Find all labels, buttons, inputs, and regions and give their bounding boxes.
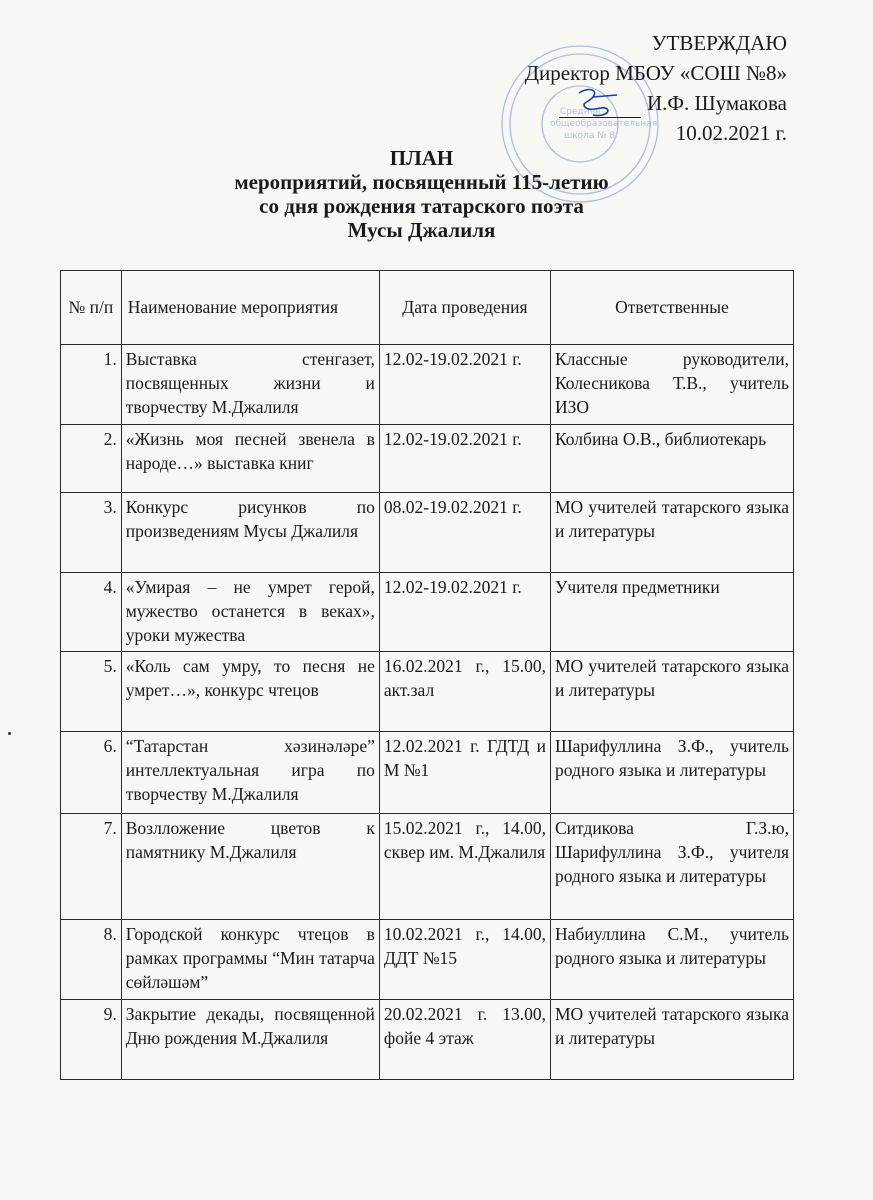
row-event-name: Закрытие декады, посвященной Дню рождения М.Джалиля xyxy=(121,1000,379,1080)
row-responsible: Колбина О.В., библиотекарь xyxy=(550,425,793,493)
svg-text:школа № 8: школа № 8 xyxy=(564,131,616,141)
row-event-name: «Умирая – не умрет герой, мужество останется в веках», уроки мужества xyxy=(121,573,379,652)
row-responsible: МО учителей татарского языка и литературы xyxy=(550,1000,793,1080)
svg-text:общеобразовательная: общеобразовательная xyxy=(550,119,658,129)
row-responsible: Ситдикова Г.З.ю, Шарифуллина З.Ф., учителя родного языка и литературы xyxy=(550,814,793,920)
header-number: № п/п xyxy=(61,271,122,345)
row-date: 12.02-19.02.2021 г. xyxy=(379,425,550,493)
row-responsible: Классные руководители, Колесникова Т.В., учитель ИЗО xyxy=(550,345,793,425)
director-name: И.Ф. Шумакова xyxy=(647,91,787,115)
table-row xyxy=(61,814,794,920)
row-responsible: Набиуллина С.М., учитель родного языка и литературы xyxy=(550,920,793,1000)
row-responsible: МО учителей татарского языка и литературы xyxy=(550,652,793,732)
approval-block xyxy=(525,28,787,148)
row-number: 8. xyxy=(61,920,122,1000)
row-date: 08.02-19.02.2021 г. xyxy=(379,493,550,573)
approval-position: Директор МБОУ «СОШ №8» xyxy=(524,61,787,85)
row-event-name: Городской конкурс чтецов в рамках программы “Мин татарча сөйләшәм” xyxy=(121,920,379,1000)
signature-line xyxy=(559,95,641,118)
table-row xyxy=(61,573,794,652)
approval-heading: УТВЕРЖДАЮ xyxy=(651,31,787,55)
row-date: 10.02.2021 г., 14.00, ДДТ №15 xyxy=(379,920,550,1000)
signature-row xyxy=(525,88,787,118)
stray-dot xyxy=(8,732,11,735)
row-number: 1. xyxy=(61,345,122,425)
row-date: 15.02.2021 г., 14.00, сквер им. М.Джалиля xyxy=(379,814,550,920)
row-number: 4. xyxy=(61,573,122,652)
title-line-4: Мусы Джалиля xyxy=(347,218,496,242)
table-row xyxy=(61,425,794,493)
row-responsible: Шарифуллина З.Ф., учитель родного языка и литературы xyxy=(550,732,793,814)
table-row xyxy=(61,732,794,814)
row-number: 3. xyxy=(61,493,122,573)
row-event-name: «Коль сам умру, то песня не умрет…», конкурс чтецов xyxy=(121,652,379,732)
row-number: 9. xyxy=(61,1000,122,1080)
header-event-name: Наименование мероприятия xyxy=(121,271,379,345)
signature xyxy=(573,85,623,119)
document-title xyxy=(0,146,873,242)
table-header-row xyxy=(61,271,794,345)
row-event-name: Возлложение цветов к памятнику М.Джалиля xyxy=(121,814,379,920)
row-responsible: МО учителей татарского языка и литературы xyxy=(550,493,793,573)
title-line-1: ПЛАН xyxy=(389,146,454,170)
row-responsible: Учителя предметники xyxy=(550,573,793,652)
row-date: 20.02.2021 г. 13.00, фойе 4 этаж xyxy=(379,1000,550,1080)
row-number: 6. xyxy=(61,732,122,814)
svg-text:Средняя: Средняя xyxy=(560,107,601,117)
row-event-name: “Татарстан хәзинәләре” интеллектуальная игра по творчеству М.Джалиля xyxy=(121,732,379,814)
row-date: 12.02-19.02.2021 г. xyxy=(379,345,550,425)
title-line-3: со дня рождения татарского поэта xyxy=(259,194,584,218)
header-responsible: Ответственные xyxy=(550,271,793,345)
header-date: Дата проведения xyxy=(379,271,550,345)
table-row xyxy=(61,920,794,1000)
row-number: 5. xyxy=(61,652,122,732)
row-date: 12.02.2021 г. ГДТД и М №1 xyxy=(379,732,550,814)
row-date: 12.02-19.02.2021 г. xyxy=(379,573,550,652)
table-row xyxy=(61,493,794,573)
table-row xyxy=(61,652,794,732)
row-date: 16.02.2021 г., 15.00, акт.зал xyxy=(379,652,550,732)
table-row xyxy=(61,345,794,425)
row-event-name: «Жизнь моя песней звенела в народе…» выставка книг xyxy=(121,425,379,493)
title-line-2: мероприятий, посвященный 115-летию xyxy=(234,170,609,194)
events-table xyxy=(60,270,794,1080)
row-event-name: Конкурс рисунков по произведениям Мусы Джалиля xyxy=(121,493,379,573)
table-row xyxy=(61,1000,794,1080)
row-number: 7. xyxy=(61,814,122,920)
row-number: 2. xyxy=(61,425,122,493)
approval-date: 10.02.2021 г. xyxy=(675,121,787,145)
row-event-name: Выставка стенгазет, посвященных жизни и творчеству М.Джалиля xyxy=(121,345,379,425)
